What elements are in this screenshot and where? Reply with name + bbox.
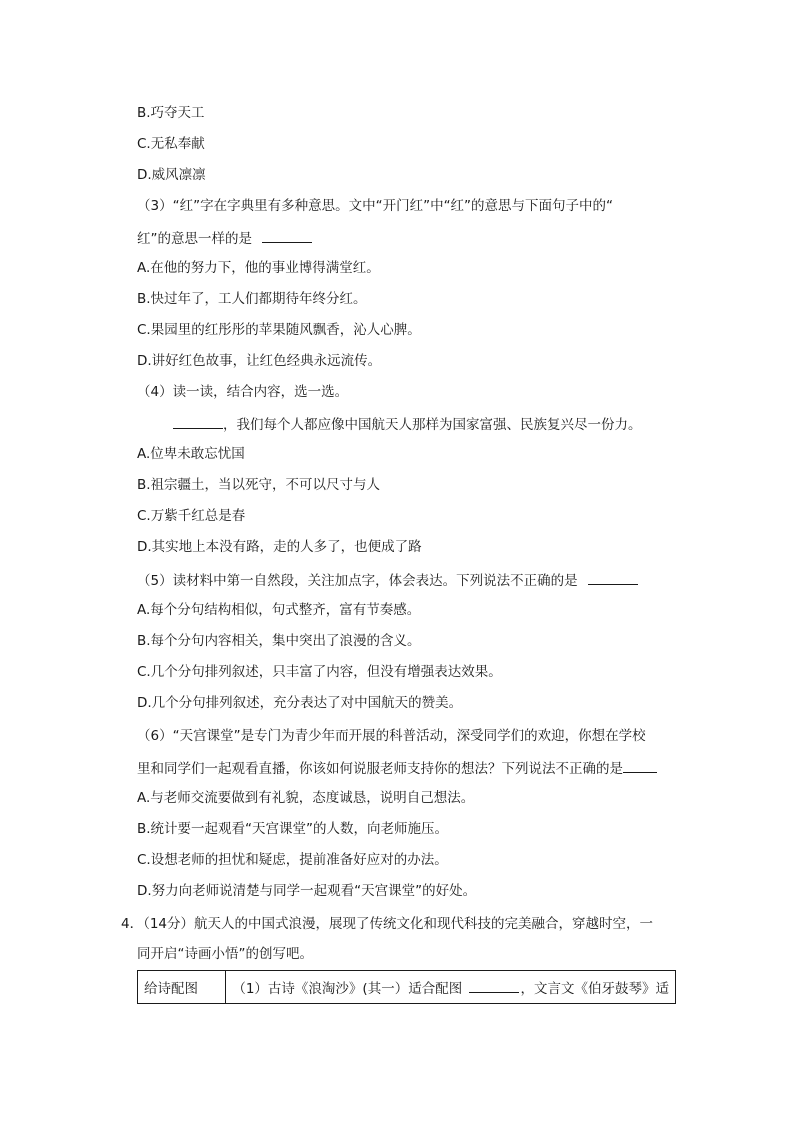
q6-answer-blank[interactable] (623, 758, 657, 773)
table-label-cell: 给诗配图 (138, 971, 226, 1004)
q2-option-d: D.威风凛凛 (137, 167, 206, 183)
question4-line1: 4．（14分）航天人的中国式浪漫，展现了传统文化和现代科技的完美融合，穿越时空，一 (121, 916, 654, 932)
q3-option-b: B.快过年了，工人们都期待年终分红。 (137, 291, 367, 307)
table-row (138, 971, 676, 1004)
poem-illustration-table (137, 970, 676, 1004)
q6-option-d: D.努力向老师说清楚与同学一起观看“天宫课堂”的好处。 (137, 883, 477, 899)
table-content-cell (226, 971, 676, 1004)
question4-line2: 同开启“诗画小悟”的创写吧。 (137, 946, 313, 962)
q4-option-b: B.祖宗疆土，当以死守，不可以尺寸与人 (137, 477, 381, 493)
q4-stem: （4）读一读，结合内容，选一选。 (137, 384, 349, 400)
q5-stem (137, 570, 638, 590)
q3-stem-line2 (137, 228, 312, 248)
q5-stem-text: （5）读材料中第一自然段，关注加点字，体会表达。下列说法不正确的是 (137, 573, 578, 589)
q6-stem-line1: （6）“天宫课堂”是专门为青少年而开展的科普活动，深受同学们的欢迎，你想在学校 (137, 728, 646, 744)
q4-option-c: C.万紫千红总是春 (137, 508, 246, 524)
q6-stem-text: 里和同学们一起观看直播，你该如何说服老师支持你的想法？下列说法不正确的是 (137, 761, 623, 777)
q6-stem-line2 (137, 758, 657, 778)
table-content-pre: （1）古诗《浪淘沙》(其一）适合配图 (232, 981, 463, 997)
q5-answer-blank[interactable] (588, 570, 638, 585)
table-answer-blank[interactable] (469, 978, 519, 993)
q4-answer-blank[interactable] (173, 414, 223, 429)
q6-option-c: C.设想老师的担忧和疑虑，提前准备好应对的办法。 (137, 852, 448, 868)
q5-option-c: C.几个分句排列叙述，只丰富了内容，但没有增强表达效果。 (137, 664, 502, 680)
q4-sentence-text: ，我们每个人都应像中国航天人那样为国家富强、民族复兴尽一份力。 (223, 417, 642, 433)
q2-option-c: C.无私奉献 (137, 136, 205, 152)
q4-option-d: D.其实地上本没有路，走的人多了，也便成了路 (137, 539, 422, 555)
q3-stem-text: 红”的意思一样的是 (137, 231, 252, 247)
q6-option-b: B.统计要一起观看“天宫课堂”的人数，向老师施压。 (137, 821, 449, 837)
q3-option-a: A.在他的努力下，他的事业博得满堂红。 (137, 260, 380, 276)
q4-sentence (173, 414, 642, 434)
q3-option-d: D.讲好红色故事，让红色经典永远流传。 (137, 353, 382, 369)
q5-option-d: D.几个分句排列叙述，充分表达了对中国航天的赞美。 (137, 695, 463, 711)
q4-option-a: A.位卑未敢忘忧国 (137, 446, 245, 462)
q3-stem-line1: （3）“红”字在字典里有多种意思。文中“开门红”中“红”的意思与下面句子中的“ (137, 198, 614, 214)
q3-answer-blank[interactable] (262, 228, 312, 243)
q5-option-a: A.每个分句结构相似，句式整齐，富有节奏感。 (137, 602, 421, 618)
q2-option-b: B.巧夺天工 (137, 105, 205, 121)
q5-option-b: B.每个分句内容相关，集中突出了浪漫的含义。 (137, 633, 421, 649)
q6-option-a: A.与老师交流要做到有礼貌，态度诚恳，说明自己想法。 (137, 790, 475, 806)
q3-option-c: C.果园里的红彤彤的苹果随风飘香，沁人心脾。 (137, 322, 421, 338)
table-content-post: ，文言文《伯牙鼓琴》适 (520, 981, 669, 997)
